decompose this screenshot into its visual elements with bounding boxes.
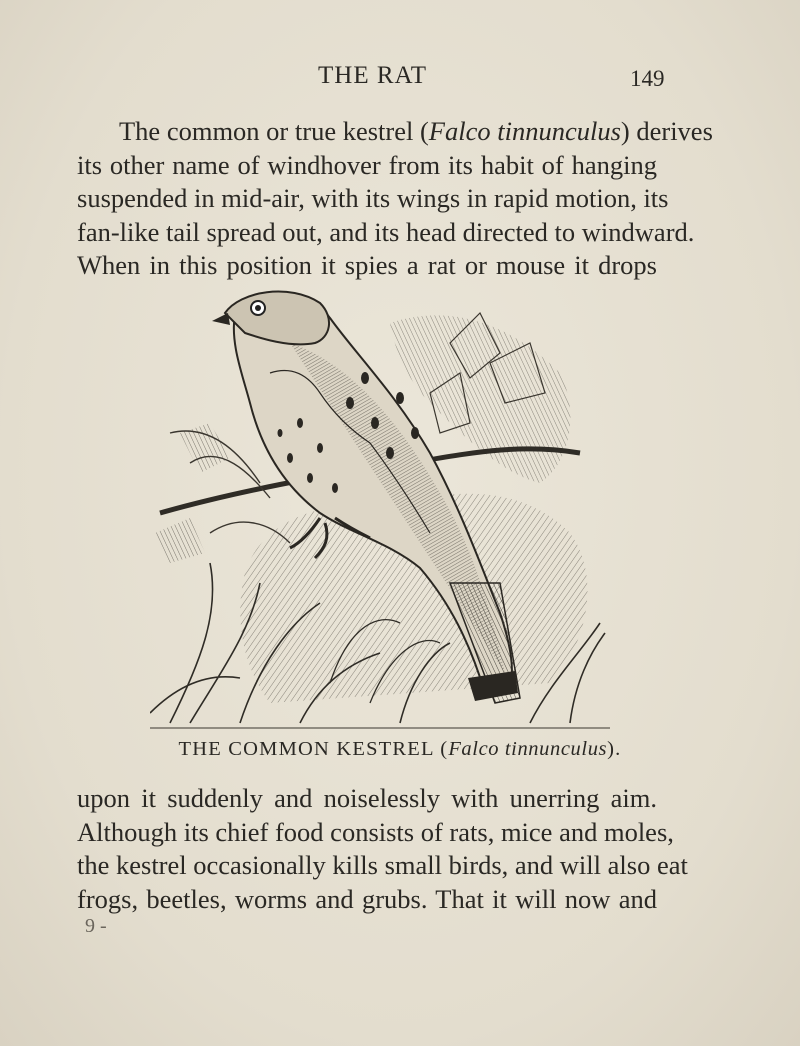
- text-line: upon it suddenly and noiselessly with unerring aim.: [77, 783, 657, 813]
- text-line: frogs, beetles, worms and grubs. That it will now and: [77, 883, 657, 914]
- text-line: The common or true kestrel (Falco tinnunculus) derives: [119, 116, 713, 146]
- text-line: Although its chief food consists of rats, mice and moles,: [77, 816, 674, 847]
- text-line: suspended in mid-air, with its wings in rapid motion, its: [77, 183, 669, 213]
- page-number: 149: [630, 66, 665, 91]
- signature-mark: 9 -: [85, 915, 107, 937]
- figure-caption: [0, 738, 800, 761]
- paragraph-intro: [77, 115, 713, 283]
- caption-species: Falco tinnunculus: [448, 738, 608, 760]
- text-line: fan-like tail spread out, and its head directed to windward.: [77, 216, 695, 247]
- text-line: When in this position it spies a rat or mouse it drops: [77, 250, 657, 280]
- paragraph-diet: [77, 782, 688, 916]
- text-line: its other name of windhover from its habit of hanging: [77, 149, 657, 180]
- kestrel-beak: [212, 313, 230, 325]
- caption-prefix: THE COMMON KESTREL (: [178, 738, 449, 760]
- caption-suffix: ).: [607, 738, 622, 760]
- kestrel-engraving: [150, 283, 610, 738]
- running-head: [0, 62, 800, 102]
- running-head-title: THE RAT: [318, 62, 428, 89]
- text-line: the kestrel occasionally kills small birds, and will also eat: [77, 850, 688, 880]
